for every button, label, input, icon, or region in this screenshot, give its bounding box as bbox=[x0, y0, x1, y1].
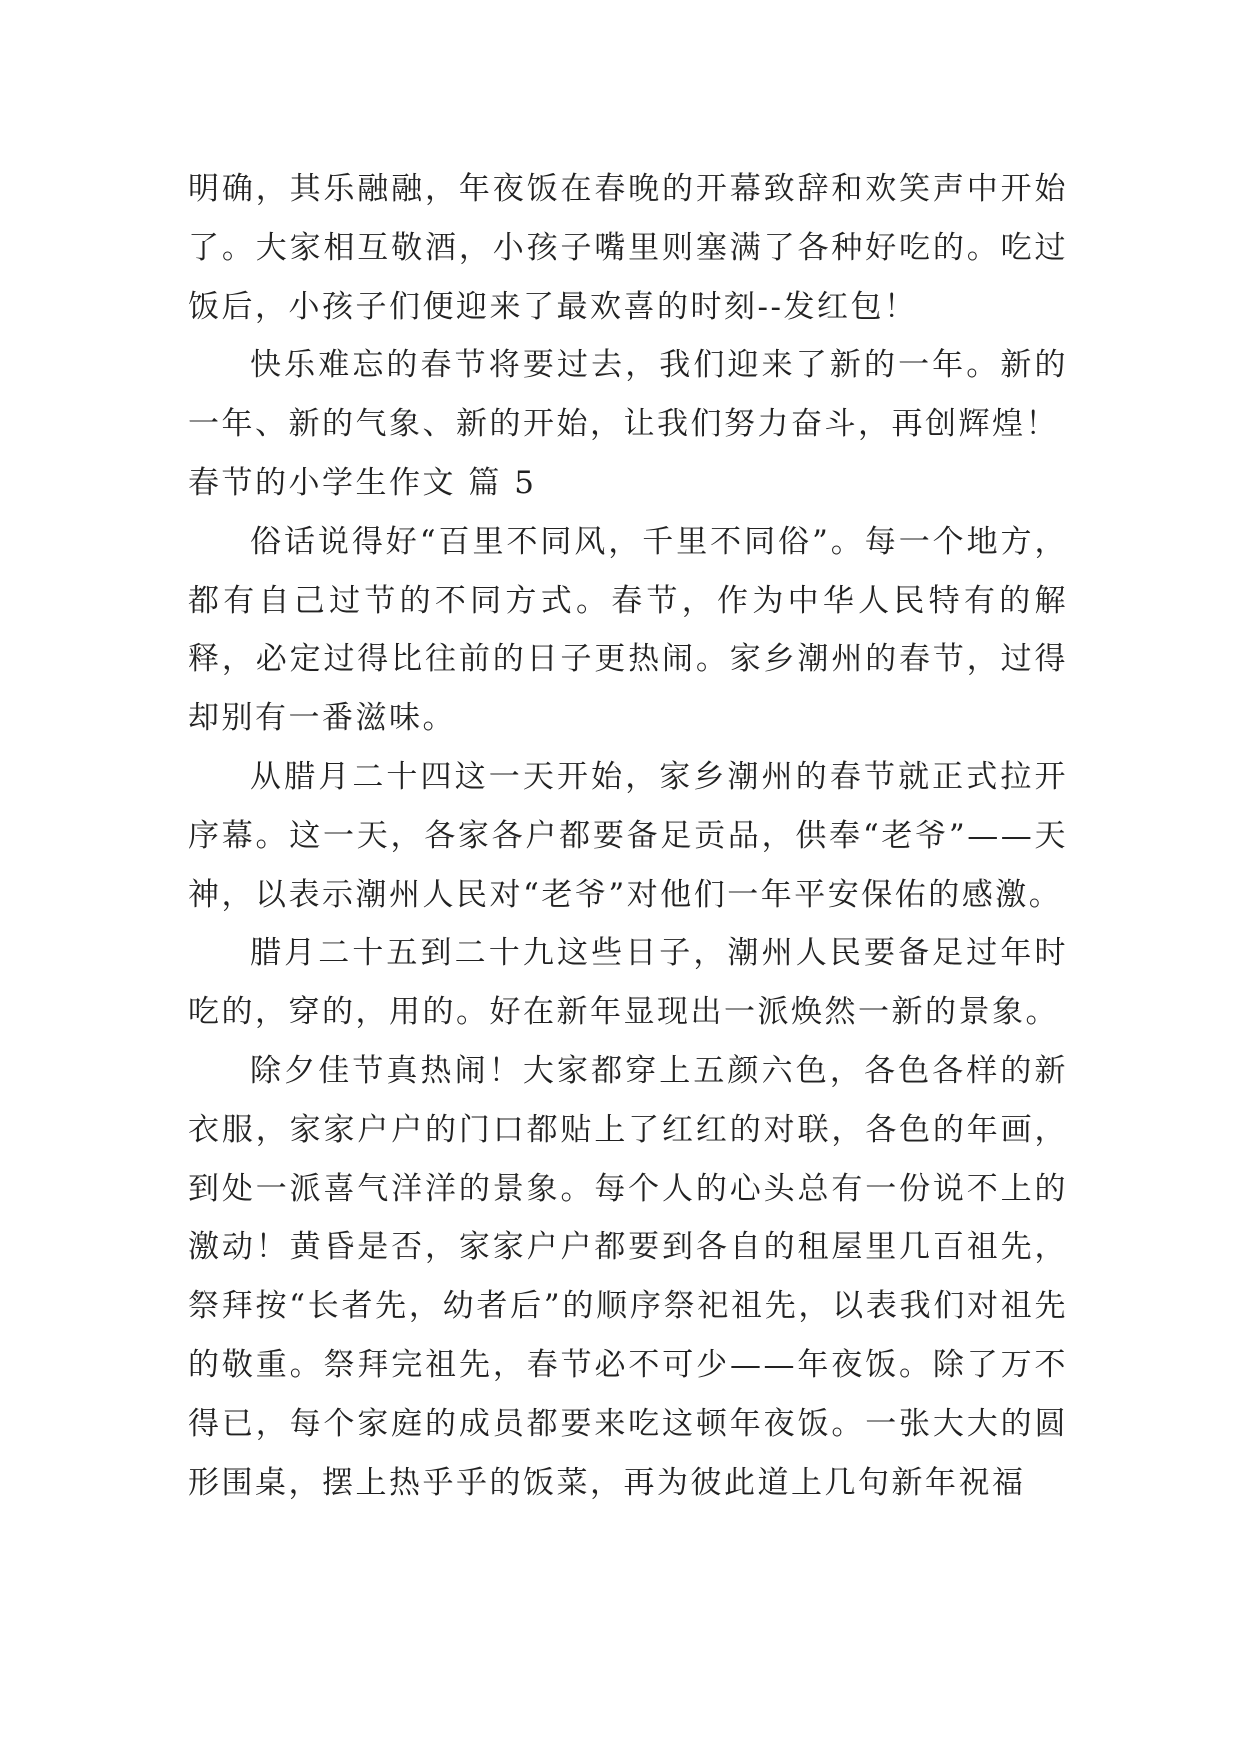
paragraph: 腊月二十五到二十九这些日子，潮州人民要备足过年时吃的，穿的，用的。好在新年显现出一派焕然一新的景象。 bbox=[188, 935, 1068, 1031]
paragraph-continued: 明确，其乐融融，年夜饭在春晚的开幕致辞和欢笑声中开始了。大家相互敬酒，小孩子嘴里则塞满了各种好吃的。吃过饭后，小孩子们便迎来了最欢喜的时刻--发红包！ bbox=[188, 171, 1068, 325]
paragraph: 快乐难忘的春节将要过去，我们迎来了新的一年。新的一年、新的气象、新的开始，让我们努力奋斗，再创辉煌！ bbox=[188, 347, 1068, 443]
paragraph: 从腊月二十四这一天开始，家乡潮州的春节就正式拉开序幕。这一天，各家各户都要备足贡品，供奉“老爷”——天神，以表示潮州人民对“老爷”对他们一年平安保佑的感激。 bbox=[188, 758, 1068, 913]
section-title: 春节的小学生作文 篇 5 bbox=[188, 464, 537, 501]
paragraph: 俗话说得好“百里不同风，千里不同俗”。每一个地方，都有自己过节的不同方式。春节，作为中华人民特有的解释，必定过得比往前的日子更热闹。家乡潮州的春节，过得却别有一番滋味。 bbox=[188, 523, 1068, 737]
document-body bbox=[188, 160, 1068, 1512]
paragraph: 除夕佳节真热闹！大家都穿上五颜六色，各色各样的新衣服，家家户户的门口都贴上了红红的对联，各色的年画，到处一派喜气洋洋的景象。每个人的心头总有一份说不上的激动！黄昏是否，家家户户都要到各自的租屋里几百祖先，祭拜按“长者先，幼者后”的顺序祭祀祖先，以表我们对祖先的敬重。祭拜完祖先，春节必不可少——年夜饭。除了万不得已，每个家庭的成员都要来吃这顿年夜饭。一张大大的圆形围桌，摆上热乎乎的饭菜，再为彼此道上几句新年祝福 bbox=[188, 1052, 1068, 1501]
